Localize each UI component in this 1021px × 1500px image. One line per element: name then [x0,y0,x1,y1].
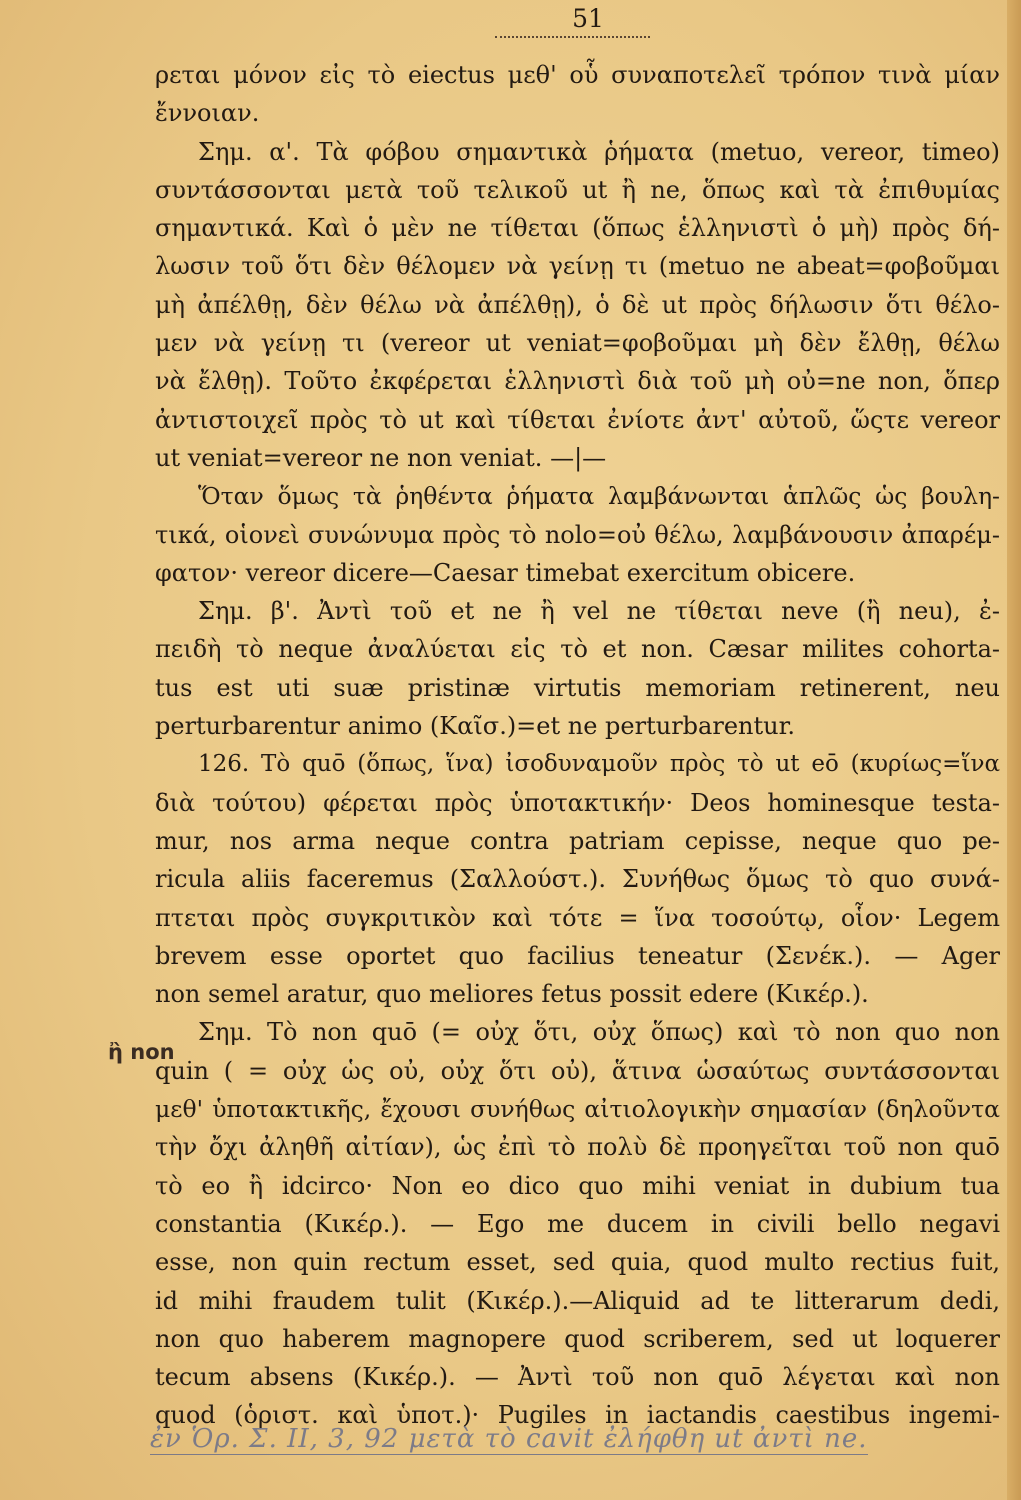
text-line: Σημ. β'. Ἀντὶ τοῦ et ne ἢ vel ne τίθεται neve (ἢ neu), ἐ- [198,597,1000,626]
page-number: 51 [572,4,604,33]
text-line: πειδὴ τὸ neque ἀναλύεται εἰς τὸ et non. Cæsar milites cohorta- [155,635,1000,664]
text-line: tus est uti suæ pristinæ virtutis memoriam retinerent, neu [155,673,1000,702]
text-line: λωσιν τοῦ ὅτι δὲν θέλομεν νὰ γείνῃ τι (metuo ne abeat=φοβοῦμαι [155,252,1000,281]
text-line: Ὅταν ὅμως τὰ ῥηθέντα ῥήματα λαμβάνωνται ἁπλῶς ὡς βουλη- [198,482,1000,511]
text-line: φατον· vereor dicere—Caesar timebat exercitum obicere. [155,558,856,587]
text-line: quin ( = οὐχ ὡς οὐ, οὐχ ὅτι οὐ), ἅτινα ὡσαύτως συντάσσονται [155,1056,1000,1085]
body-text [155,56,1000,1435]
text-line: πτεται πρὸς συγκριτικὸν καὶ τότε = ἵνα τοσούτῳ, οἷον· Legem [155,903,1000,932]
text-line: νὰ ἔλθῃ). Τοῦτο ἐκφέρεται ἑλληνιστὶ διὰ τοῦ μὴ οὐ=ne non, ὅπερ [155,367,1000,396]
text-line: id mihi fraudem tulit (Κικέρ.).—Aliquid ad te litterarum dedi, [155,1286,1000,1315]
text-line: Σημ. Τὸ non quō (= οὐχ ὅτι, οὐχ ὅπως) καὶ τὸ non quo non [198,1018,1000,1047]
margin-annotation: ἢ non [108,1040,175,1064]
text-line: Σημ. α'. Τὰ φόβου σημαντικὰ ῥήματα (metuo, vereor, timeo) [198,137,1000,166]
handwritten-note [150,1424,1010,1454]
text-line: quod (ὁριστ. καὶ ὑποτ.)· Pugiles in iactandis caestibus ingemi- [155,1401,1000,1430]
text-line: constantia (Κικέρ.). — Ego me ducem in civili bello negavi [155,1209,1000,1238]
page-number-rule [495,36,650,38]
text-line: mur, nos arma neque contra patriam cepisse, neque quo pe- [155,826,1000,855]
text-line: μεν νὰ γείνῃ τι (vereor ut veniat=φοβοῦμαι μὴ δὲν ἔλθῃ, θέλω [155,329,1000,358]
text-line: διὰ τούτου) φέρεται πρὸς ὑποτακτικήν· Deos hominesque testa- [155,788,1000,817]
page-edge [1007,0,1021,1500]
text-line: ἔννοιαν. [155,99,260,128]
text-line: non quo haberem magnopere quod scriberem, sed ut loquerer [155,1324,1000,1353]
text-line: μεθ' ὑποτακτικῆς, ἔχουσι συνήθως αἰτιολογικὴν σημασίαν (δηλοῦντα [155,1095,1000,1124]
text-line: σημαντικά. Καὶ ὁ μὲν ne τίθεται (ὅπως ἑλληνιστὶ ὁ μὴ) πρὸς δή- [155,214,1000,243]
text-line: συντάσσονται μετὰ τοῦ τελικοῦ ut ἢ ne, ὅπως καὶ τὰ ἐπιθυμίας [155,175,1000,204]
text-line: tecum absens (Κικέρ.). — Ἀντὶ τοῦ non quō λέγεται καὶ non [155,1363,1000,1392]
text-line: esse, non quin rectum esset, sed quia, quod multo rectius fuit, [155,1248,1000,1277]
text-line: τικά, οἱονεὶ συνώνυμα πρὸς τὸ nolo=οὐ θέλω, λαμβάνουσιν ἀπαρέμ- [155,520,1000,549]
text-line: ricula aliis faceremus (Σαλλούστ.). Συνήθως ὅμως τὸ quo συνά- [155,865,1000,894]
text-line: τὴν ὄχι ἀληθῆ αἰτίαν), ὡς ἐπὶ τὸ πολὺ δὲ προηγεῖται τοῦ non quō [155,1133,1000,1162]
text-line: ρεται μόνον εἰς τὸ eiectus μεθ' οὗ συναποτελεῖ τρόπον τινὰ μίαν [155,61,1000,89]
text-line: μὴ ἀπέλθῃ, δὲν θέλω νὰ ἀπέλθῃ), ὁ δὲ ut πρὸς δήλωσιν ὅτι θέλο- [155,290,1000,319]
handwritten-note-text: ἐν Ὁρ. Σ. II, 3, 92 μετὰ τὸ cavit ἐλήφθη ut ἀντὶ ne. [150,1424,868,1454]
text-line: ἀντιστοιχεῖ πρὸς τὸ ut καὶ τίθεται ἐνίοτε ἀντ' αὐτοῦ, ὥςτε vereor [155,405,1000,434]
text-line: perturbarentur animo (Καῖσ.)=et ne perturbarentur. [155,712,796,741]
text-line: τὸ eo ἢ idcirco· Non eo dico quo mihi veniat in dubium tua [155,1171,1000,1200]
text-line: ut veniat=vereor ne non veniat. —|— [155,443,607,472]
text-line: brevem esse oportet quo facilius teneatur (Σενέκ.). — Ager [155,941,1000,970]
text-line: 126. Τὸ quō (ὅπως, ἵνα) ἰσοδυναμοῦν πρὸς τὸ ut eō (κυρίως=ἵνα [198,751,1000,778]
text-line: non semel aratur, quo meliores fetus possit edere (Κικέρ.). [155,980,869,1009]
